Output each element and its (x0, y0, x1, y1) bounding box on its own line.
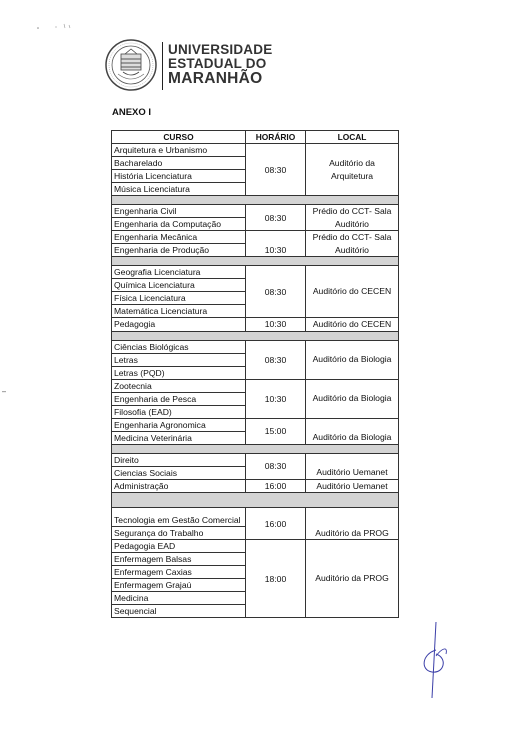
time-cell: 08:30 (246, 340, 306, 379)
time-cell: 18:00 (246, 540, 306, 618)
course-cell: Zootecnia (112, 379, 246, 392)
course-cell: Ciências Biológicas (112, 340, 246, 353)
time-cell: 08:30 (246, 266, 306, 318)
course-cell: Letras (PQD) (112, 366, 246, 379)
course-cell: Sequencial (112, 605, 246, 618)
course-cell: Engenharia de Pesca (112, 392, 246, 405)
course-cell: Geografia Licenciatura (112, 266, 246, 279)
course-cell: Engenharia de Produção (112, 244, 246, 257)
course-cell: Letras (112, 353, 246, 366)
course-cell: Engenharia Mecânica (112, 231, 246, 244)
time-cell: 10:30 (246, 379, 306, 418)
course-cell: Matemática Licenciatura (112, 305, 246, 318)
university-seal-icon (104, 38, 158, 92)
handwritten-signature-icon (418, 620, 452, 700)
course-cell: Química Licenciatura (112, 279, 246, 292)
location-cell: Prédio do CCT- Sala Auditório (306, 205, 399, 231)
header-time: HORÁRIO (246, 131, 306, 144)
time-cell: 15:00 (246, 418, 306, 444)
table-row (112, 231, 399, 244)
time-cell: 10:30 (246, 318, 306, 332)
course-cell: Enfermagem Grajaú (112, 579, 246, 592)
header-location: LOCAL (306, 131, 399, 144)
table-header-row (112, 131, 399, 144)
course-cell: Enfermagem Balsas (112, 553, 246, 566)
table-row (112, 508, 399, 527)
table-row (112, 479, 399, 493)
course-cell: Medicina (112, 592, 246, 605)
location-cell: Auditório da Biologia (306, 340, 399, 379)
course-cell: Pedagogia (112, 318, 246, 332)
table-row (112, 453, 399, 466)
scan-mark-icon (36, 22, 76, 34)
separator-row (112, 331, 399, 340)
university-line-1: UNIVERSIDADE (168, 42, 273, 57)
table-row (112, 144, 399, 157)
course-cell: Filosofia (EAD) (112, 405, 246, 418)
time-cell: 08:30 (246, 453, 306, 479)
location-cell: Auditório da Biologia (306, 379, 399, 418)
university-line-3: MARANHÃO (168, 70, 263, 87)
time-cell: 16:00 (246, 508, 306, 540)
course-cell: Bacharelado (112, 157, 246, 170)
separator-row (112, 444, 399, 453)
time-cell: 10:30 (246, 231, 306, 257)
course-cell: Segurança do Trabalho (112, 527, 246, 540)
header-course: CURSO (112, 131, 246, 144)
table-row (112, 379, 399, 392)
schedule-table (111, 130, 399, 618)
course-cell: Enfermagem Caxias (112, 566, 246, 579)
course-cell: Arquitetura e Urbanismo (112, 144, 246, 157)
location-cell: Auditório Uemanet (306, 479, 399, 493)
course-cell: História Licenciatura (112, 170, 246, 183)
location-cell: Prédio do CCT- Sala Auditório (306, 231, 399, 257)
university-name (168, 43, 272, 86)
time-cell: 08:30 (246, 144, 306, 196)
table-row (112, 540, 399, 553)
course-cell: Medicina Veterinária (112, 431, 246, 444)
time-cell: 08:30 (246, 205, 306, 231)
university-line-2: ESTADUAL DO (168, 56, 267, 71)
table-row (112, 340, 399, 353)
course-cell: Engenharia da Computação (112, 218, 246, 231)
course-cell: Direito (112, 453, 246, 466)
course-cell: Tecnologia em Gestão Comercial (112, 508, 246, 527)
separator-row (112, 257, 399, 266)
header-divider (162, 42, 163, 90)
location-cell: Auditório Uemanet (306, 453, 399, 479)
location-cell: Auditório do CECEN (306, 318, 399, 332)
location-cell: Auditório da PROG (306, 508, 399, 540)
separator-row (112, 196, 399, 205)
location-cell: Auditório do CECEN (306, 266, 399, 318)
separator-row (112, 493, 399, 508)
location-cell: Auditório da PROG (306, 540, 399, 618)
course-cell: Engenharia Agronomica (112, 418, 246, 431)
annex-title: ANEXO I (112, 107, 152, 118)
location-cell: Auditório da Arquitetura (306, 144, 399, 196)
course-cell: Pedagogia EAD (112, 540, 246, 553)
table-row (112, 205, 399, 218)
course-cell: Música Licenciatura (112, 183, 246, 196)
course-cell: Engenharia Civil (112, 205, 246, 218)
scan-speck-icon (2, 391, 6, 393)
course-cell: Física Licenciatura (112, 292, 246, 305)
table-row (112, 318, 399, 332)
table-row (112, 418, 399, 431)
course-cell: Ciencias Sociais (112, 466, 246, 479)
location-cell: Auditório da Biologia (306, 418, 399, 444)
course-cell: Administração (112, 479, 246, 493)
table-row (112, 266, 399, 279)
time-cell: 16:00 (246, 479, 306, 493)
